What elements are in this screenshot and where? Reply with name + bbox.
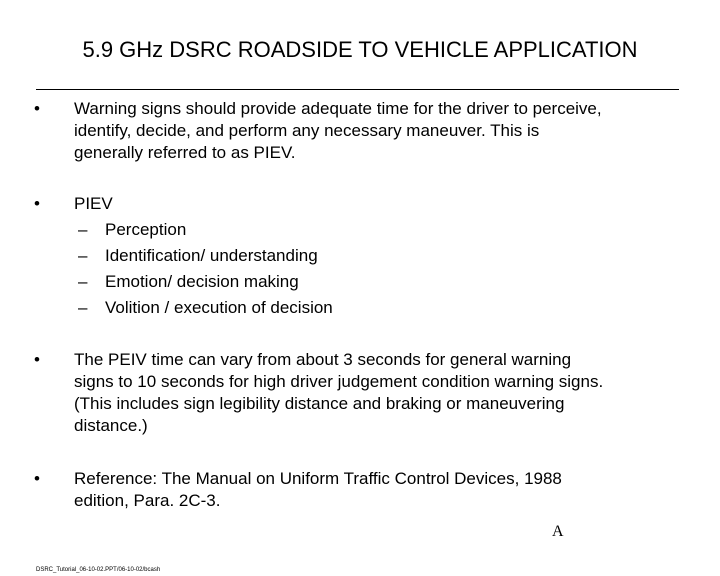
- sub-item-volition: Volition / execution of decision: [105, 298, 333, 317]
- text-line: The PEIV time can vary from about 3 seconds for general warning: [74, 350, 572, 369]
- page-title: 5.9 GHz DSRC ROADSIDE TO VEHICLE APPLICATION: [82, 37, 638, 62]
- bullet-marker: •: [34, 469, 40, 488]
- text-line: signs to 10 seconds for high driver judgement condition warning signs.: [74, 372, 604, 391]
- sub-dash: –: [78, 298, 88, 317]
- text-line: distance.): [74, 416, 148, 435]
- sub-item-emotion: Emotion/ decision making: [105, 272, 299, 291]
- text-line: Warning signs should provide adequate time for the driver to perceive,: [74, 99, 602, 118]
- text-line: generally referred to as PIEV.: [74, 143, 296, 162]
- bullet-text-3: [74, 349, 694, 437]
- bullet-text-2: [74, 193, 694, 215]
- sub-dash: –: [78, 246, 88, 265]
- sub-dash: –: [78, 272, 88, 291]
- bullet-marker: •: [34, 99, 40, 118]
- text-line: edition, Para. 2C-3.: [74, 491, 221, 510]
- text-line: (This includes sign legibility distance and braking or maneuvering: [74, 394, 565, 413]
- sub-item-identification: Identification/ understanding: [105, 246, 318, 265]
- bullet-text-4: [74, 468, 694, 512]
- bullet-marker: •: [34, 350, 40, 369]
- text-line: PIEV: [74, 194, 113, 213]
- footer-filename: DSRC_Tutorial_06-10-02.PPT/06-10-02/bcash: [36, 567, 161, 573]
- text-line: Reference: The Manual on Uniform Traffic Control Devices, 1988: [74, 469, 562, 488]
- bullet-marker: •: [34, 194, 40, 213]
- page-marker: A: [552, 523, 564, 540]
- sub-item-perception: Perception: [105, 220, 187, 239]
- text-line: identify, decide, and perform any necessary maneuver. This is: [74, 121, 540, 140]
- bullet-text-1: [74, 98, 694, 164]
- sub-dash: –: [78, 220, 88, 239]
